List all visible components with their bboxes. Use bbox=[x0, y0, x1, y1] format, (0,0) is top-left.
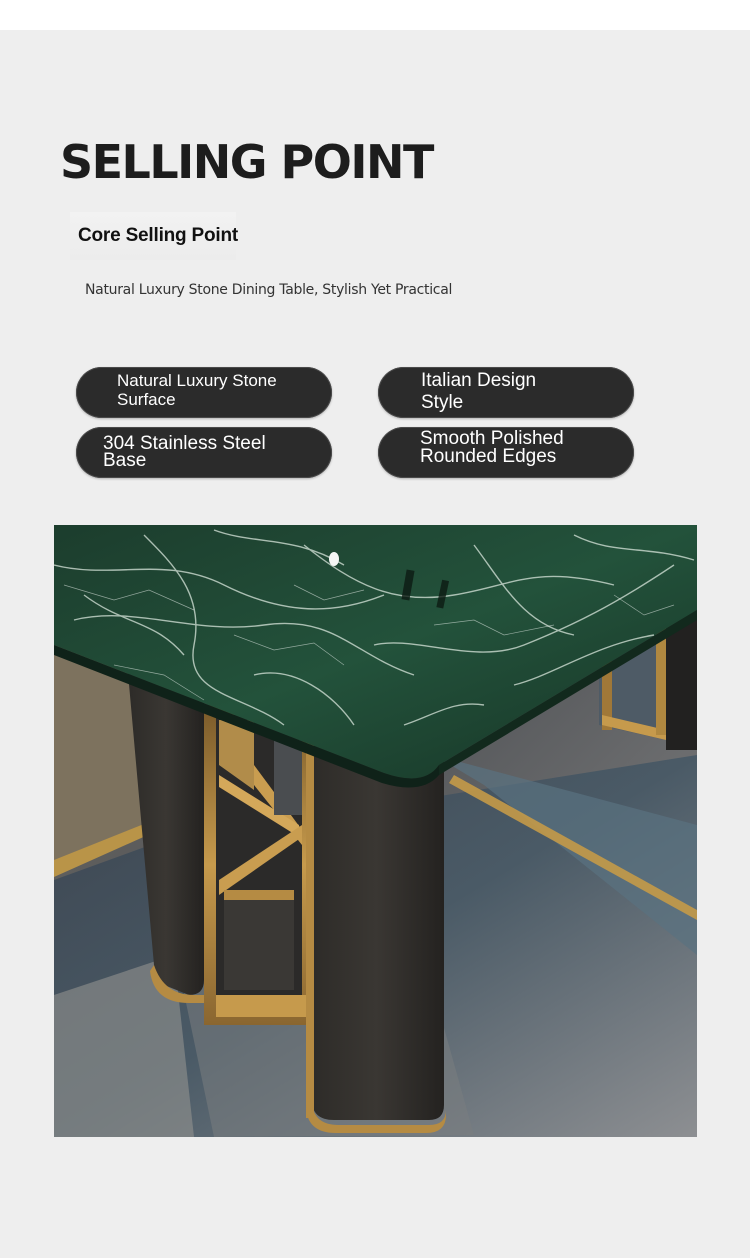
product-photo bbox=[54, 525, 697, 1137]
feature-pill-italian-design bbox=[378, 367, 634, 418]
feature-pill-rounded-edges bbox=[378, 427, 634, 478]
feature-label: Smooth Polished Rounded Edges bbox=[420, 428, 564, 467]
feature-label: 304 Stainless Steel Base bbox=[103, 433, 266, 471]
feature-pill-stone-surface bbox=[76, 367, 332, 418]
section-subtitle: Core Selling Point bbox=[78, 225, 239, 246]
section-title: SELLING POINT bbox=[60, 135, 433, 189]
feature-label: Italian Design Style bbox=[421, 370, 537, 413]
marble-table-illustration bbox=[54, 525, 697, 1137]
section-description: Natural Luxury Stone Dining Table, Stylish Yet Practical bbox=[85, 282, 453, 298]
feature-pill-steel-base bbox=[76, 427, 332, 478]
feature-label: Natural Luxury Stone Surface bbox=[117, 371, 277, 409]
